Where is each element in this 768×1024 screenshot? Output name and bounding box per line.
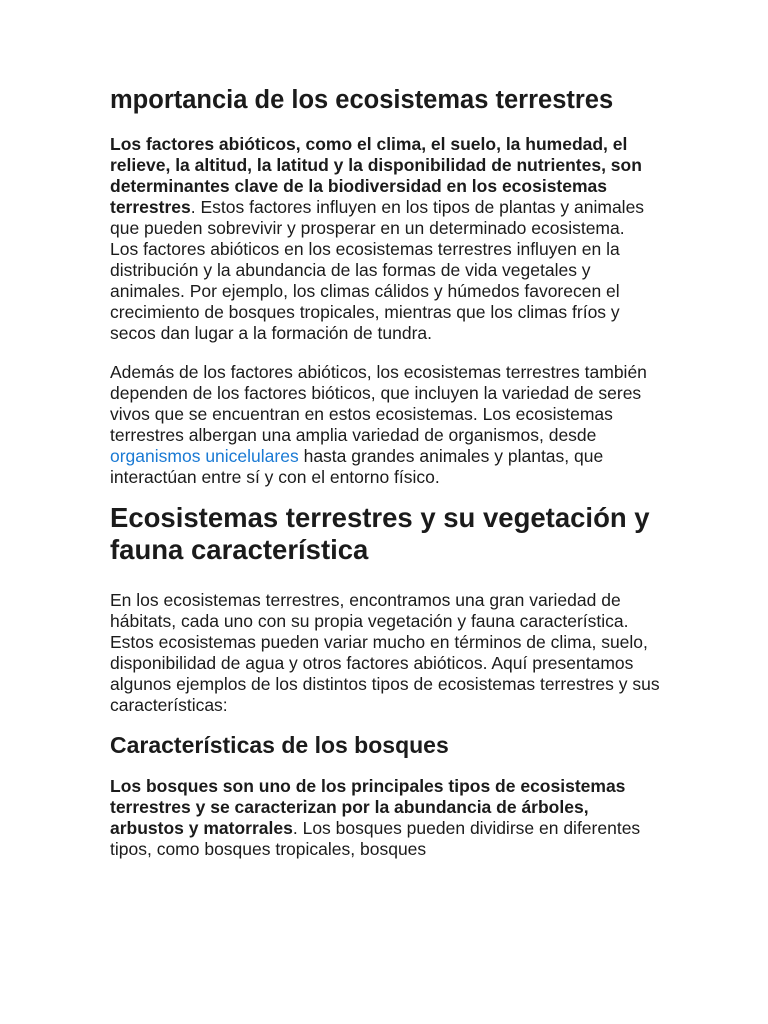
paragraph-bold-lead: Los bosques son uno de los principales tipos de ecosistemas terrestres y se caracterizan por la abundancia de árboles, arbustos y matorrales: [110, 776, 626, 838]
link-organismos-unicelulares[interactable]: organismos unicelulares: [110, 446, 299, 466]
paragraph-distribucion: Los factores abióticos en los ecosistemas terrestres influyen en la distribución y la abundancia de las formas de vida vegetales y animales. Por ejemplo, los climas cálidos y húmedos favorecen el crecimiento de bosques tropicales, mientras que los climas fríos y secos dan lugar a la formación de tundra.: [110, 239, 620, 343]
article-heading-importancia: mportancia de los ecosistemas terrestres: [110, 86, 614, 114]
article-page: [110, 84, 660, 860]
paragraph-factores-abioticos: [110, 134, 660, 239]
paragraph-text: . Los bosques pueden dividirse en diferentes tipos, como bosques tropicales, bosques: [110, 818, 641, 859]
section-heading-vegetacion-fauna: Ecosistemas terrestres y su vegetación y fauna característica: [110, 502, 650, 565]
paragraph-factores-bioticos: [110, 362, 660, 488]
paragraph-text: hasta grandes animales y plantas, que interactúan entre sí y con el entorno físico.: [110, 446, 604, 487]
paragraph-bosques: [110, 776, 660, 860]
paragraph-text: Además de los factores abióticos, los ecosistemas terrestres también dependen de los factores bióticos, que incluyen la variedad de seres vivos que se encuentran en estos ecosistemas. Los ecosistemas terrestres albergan una amplia variedad de organismos, desde: [110, 362, 647, 445]
paragraph-habitats: En los ecosistemas terrestres, encontramos una gran variedad de hábitats, cada uno con su propia vegetación y fauna característica. Estos ecosistemas pueden variar mucho en términos de clima, suelo, disponibilidad de agua y otros factores abióticos. Aquí presentamos algunos ejemplos de los distintos tipos de ecosistemas terrestres y sus características:: [110, 590, 660, 715]
subsection-heading-bosques: Características de los bosques: [110, 732, 449, 758]
paragraph-text: . Estos factores influyen en los tipos de plantas y animales que pueden sobrevivir y prosperar en un determinado ecosistema.: [110, 197, 645, 238]
paragraph-bold-lead: Los factores abióticos, como el clima, el suelo, la humedad, el relieve, la altitud, la latitud y la disponibilidad de nutrientes, son determinantes clave de la biodiversidad en los ecosistemas terrestres: [110, 134, 642, 217]
